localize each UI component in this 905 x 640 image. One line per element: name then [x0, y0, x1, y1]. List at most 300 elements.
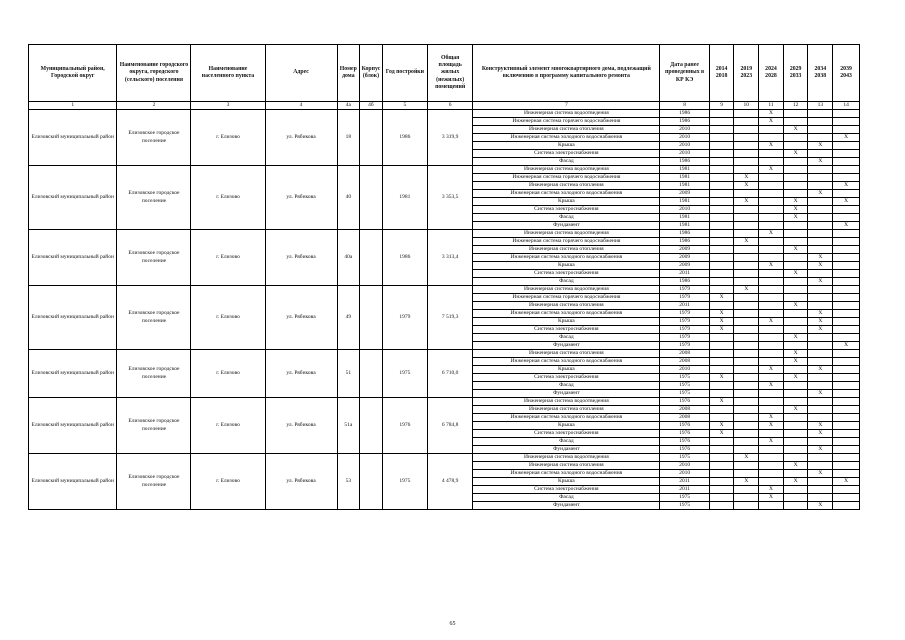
period-2039-2043-mark [833, 230, 860, 238]
header-period-2029-2033: 2029 2033 [783, 45, 808, 102]
period-2034-2038-mark [808, 382, 833, 390]
header-area: Общая площадь жилых (нежилых) помещений [428, 45, 473, 102]
prior-repair-date-cell: 2008 [660, 406, 709, 414]
period-2029-2033-mark [783, 310, 808, 318]
period-2029-2033-mark: X [783, 150, 808, 158]
prior-repair-date-cell: 2010 [660, 366, 709, 374]
period-2039-2043-mark [833, 150, 860, 158]
prior-repair-date-cell: 2009 [660, 190, 709, 198]
period-2019-2023-mark [734, 166, 759, 174]
period-2024-2028-mark [759, 222, 784, 230]
period-2024-2028-mark: X [759, 262, 784, 270]
period-2024-2028-mark [759, 238, 784, 246]
header-period-2019-2023: 2019 2023 [734, 45, 759, 102]
year-built-cell: 1976 [382, 398, 427, 454]
period-2014-2018-mark: X [709, 374, 734, 382]
prior-repair-date-cell: 1979 [660, 342, 709, 350]
element-cell: Крыша [473, 198, 660, 206]
period-2024-2028-mark: X [759, 118, 784, 126]
period-2024-2028-mark: X [759, 366, 784, 374]
settlement-cell: Елизовское городское поселение [117, 454, 191, 510]
period-2014-2018-mark [709, 414, 734, 422]
period-2029-2033-mark [783, 390, 808, 398]
period-2029-2033-mark: X [783, 350, 808, 358]
element-cell: Крыша [473, 262, 660, 270]
period-2029-2033-mark: X [783, 126, 808, 134]
period-2034-2038-mark [808, 374, 833, 382]
period-2014-2018-mark [709, 118, 734, 126]
period-2034-2038-mark: X [808, 502, 833, 510]
period-2034-2038-mark: X [808, 326, 833, 334]
period-2029-2033-mark [783, 414, 808, 422]
table-row [29, 166, 860, 174]
period-2024-2028-mark [759, 326, 784, 334]
district-cell: Елизовский муниципальный район [29, 230, 117, 286]
period-2014-2018-mark [709, 158, 734, 166]
element-cell: Инженерная система водоотведения [473, 110, 660, 118]
prior-repair-date-cell: 1986 [660, 230, 709, 238]
area-cell: 3 319,9 [428, 110, 473, 166]
prior-repair-date-cell: 1979 [660, 294, 709, 302]
period-2034-2038-mark: X [808, 422, 833, 430]
header-period-2014-2018: 2014 2018 [709, 45, 734, 102]
period-2039-2043-mark: X [833, 342, 860, 350]
header-prior-repair-date: Дата ранее проведенных в КР КЭ [660, 45, 709, 102]
period-2039-2043-mark [833, 254, 860, 262]
element-cell: Система электроснабжения [473, 374, 660, 382]
area-cell: 3 313,4 [428, 230, 473, 286]
element-cell: Фасад [473, 382, 660, 390]
district-cell: Елизовский муниципальный район [29, 286, 117, 350]
period-2034-2038-mark: X [808, 430, 833, 438]
prior-repair-date-cell: 1976 [660, 398, 709, 406]
period-2034-2038-mark: X [808, 310, 833, 318]
period-2019-2023-mark [734, 310, 759, 318]
period-2034-2038-mark: X [808, 390, 833, 398]
period-2034-2038-mark [808, 454, 833, 462]
period-2019-2023-mark [734, 502, 759, 510]
period-2034-2038-mark: X [808, 190, 833, 198]
element-cell: Инженерная система холодного водоснабжения [473, 310, 660, 318]
capital-repair-table [28, 44, 860, 510]
period-2039-2043-mark [833, 262, 860, 270]
period-2014-2018-mark [709, 270, 734, 278]
prior-repair-date-cell: 1975 [660, 454, 709, 462]
period-2019-2023-mark [734, 150, 759, 158]
prior-repair-date-cell: 2010 [660, 206, 709, 214]
period-2029-2033-mark [783, 286, 808, 294]
period-2034-2038-mark: X [808, 262, 833, 270]
period-2034-2038-mark: X [808, 254, 833, 262]
period-2029-2033-mark [783, 110, 808, 118]
period-2019-2023-mark [734, 142, 759, 150]
prior-repair-date-cell: 2010 [660, 150, 709, 158]
element-cell: Инженерная система отопления [473, 182, 660, 190]
period-2019-2023-mark: X [734, 174, 759, 182]
period-2039-2043-mark [833, 310, 860, 318]
period-2019-2023-mark [734, 494, 759, 502]
period-2019-2023-mark [734, 318, 759, 326]
period-2014-2018-mark [709, 494, 734, 502]
prior-repair-date-cell: 1976 [660, 446, 709, 454]
period-2019-2023-mark [734, 350, 759, 358]
house-number-cell: 51а [337, 398, 360, 454]
period-2014-2018-mark [709, 350, 734, 358]
period-2019-2023-mark: X [734, 478, 759, 486]
column-number: 13 [808, 102, 833, 110]
period-2024-2028-mark [759, 390, 784, 398]
prior-repair-date-cell: 1981 [660, 182, 709, 190]
district-cell: Елизовский муниципальный район [29, 454, 117, 510]
period-2014-2018-mark [709, 150, 734, 158]
locality-cell: г. Елизово [191, 166, 265, 230]
period-2014-2018-mark [709, 254, 734, 262]
period-2034-2038-mark [808, 302, 833, 310]
period-2019-2023-mark [734, 222, 759, 230]
settlement-cell: Елизовское городское поселение [117, 110, 191, 166]
prior-repair-date-cell: 2011 [660, 270, 709, 278]
period-2039-2043-mark [833, 414, 860, 422]
column-number: 4б [360, 102, 383, 110]
period-2034-2038-mark [808, 246, 833, 254]
period-2024-2028-mark [759, 430, 784, 438]
column-number: 7 [473, 102, 660, 110]
period-2034-2038-mark [808, 486, 833, 494]
district-cell: Елизовский муниципальный район [29, 398, 117, 454]
period-2014-2018-mark: X [709, 326, 734, 334]
period-2029-2033-mark: X [783, 462, 808, 470]
period-2024-2028-mark [759, 470, 784, 478]
period-2019-2023-mark [734, 470, 759, 478]
period-2019-2023-mark [734, 158, 759, 166]
period-2019-2023-mark [734, 230, 759, 238]
period-2019-2023-mark [734, 302, 759, 310]
table-row [29, 350, 860, 358]
address-cell: ул. Рябикова [265, 398, 337, 454]
period-2019-2023-mark [734, 134, 759, 142]
period-2039-2043-mark [833, 118, 860, 126]
prior-repair-date-cell: 2011 [660, 478, 709, 486]
period-2019-2023-mark [734, 342, 759, 350]
period-2014-2018-mark: X [709, 430, 734, 438]
header-year-built: Год постройки [382, 45, 427, 102]
prior-repair-date-cell: 2008 [660, 414, 709, 422]
period-2014-2018-mark [709, 382, 734, 390]
element-cell: Инженерная система отопления [473, 350, 660, 358]
prior-repair-date-cell: 1981 [660, 174, 709, 182]
prior-repair-date-cell: 2010 [660, 134, 709, 142]
prior-repair-date-cell: 2010 [660, 142, 709, 150]
period-2024-2028-mark [759, 350, 784, 358]
period-2029-2033-mark: X [783, 478, 808, 486]
period-2019-2023-mark [734, 294, 759, 302]
district-cell: Елизовский муниципальный район [29, 350, 117, 398]
period-2039-2043-mark [833, 366, 860, 374]
settlement-cell: Елизовское городское поселение [117, 166, 191, 230]
table-row [29, 286, 860, 294]
period-2024-2028-mark [759, 462, 784, 470]
period-2034-2038-mark [808, 398, 833, 406]
period-2024-2028-mark: X [759, 414, 784, 422]
period-2014-2018-mark [709, 134, 734, 142]
period-2014-2018-mark [709, 302, 734, 310]
period-2024-2028-mark: X [759, 230, 784, 238]
period-2034-2038-mark [808, 358, 833, 366]
period-2034-2038-mark: X [808, 142, 833, 150]
prior-repair-date-cell: 2010 [660, 462, 709, 470]
period-2039-2043-mark: X [833, 182, 860, 190]
period-2029-2033-mark [783, 318, 808, 326]
element-cell: Инженерная система водоотведения [473, 454, 660, 462]
element-cell: Инженерная система горячего водоснабжения [473, 174, 660, 182]
element-cell: Инженерная система отопления [473, 462, 660, 470]
column-number: 1 [29, 102, 117, 110]
period-2024-2028-mark [759, 454, 784, 462]
period-2034-2038-mark: X [808, 158, 833, 166]
block-cell [360, 230, 383, 286]
column-number: 6 [428, 102, 473, 110]
period-2019-2023-mark [734, 110, 759, 118]
period-2039-2043-mark [833, 350, 860, 358]
period-2034-2038-mark [808, 478, 833, 486]
prior-repair-date-cell: 1979 [660, 326, 709, 334]
table-body [29, 102, 860, 510]
period-2014-2018-mark [709, 246, 734, 254]
element-cell: Инженерная система холодного водоснабжения [473, 358, 660, 366]
period-2019-2023-mark: X [734, 182, 759, 190]
period-2014-2018-mark: X [709, 422, 734, 430]
period-2029-2033-mark [783, 174, 808, 182]
period-2034-2038-mark [808, 222, 833, 230]
address-cell: ул. Рябикова [265, 286, 337, 350]
locality-cell: г. Елизово [191, 230, 265, 286]
period-2019-2023-mark [734, 486, 759, 494]
period-2019-2023-mark [734, 126, 759, 134]
period-2024-2028-mark: X [759, 486, 784, 494]
period-2014-2018-mark [709, 334, 734, 342]
period-2039-2043-mark [833, 326, 860, 334]
period-2039-2043-mark [833, 470, 860, 478]
prior-repair-date-cell: 2008 [660, 358, 709, 366]
settlement-cell: Елизовское городское поселение [117, 350, 191, 398]
period-2019-2023-mark: X [734, 198, 759, 206]
period-2029-2033-mark [783, 222, 808, 230]
period-2014-2018-mark [709, 238, 734, 246]
period-2039-2043-mark [833, 358, 860, 366]
column-number-row [29, 102, 860, 110]
element-cell: Фундамент [473, 342, 660, 350]
period-2029-2033-mark [783, 166, 808, 174]
header-element: Конструктивный элемент многоквартирного дома, подлежащий включению в программу капитального ремонта [473, 45, 660, 102]
period-2014-2018-mark [709, 342, 734, 350]
area-cell: 6 784,8 [428, 398, 473, 454]
period-2014-2018-mark [709, 470, 734, 478]
period-2019-2023-mark [734, 262, 759, 270]
period-2024-2028-mark [759, 206, 784, 214]
element-cell: Система электроснабжения [473, 206, 660, 214]
period-2039-2043-mark [833, 406, 860, 414]
period-2034-2038-mark [808, 214, 833, 222]
period-2034-2038-mark [808, 182, 833, 190]
prior-repair-date-cell: 1979 [660, 318, 709, 326]
district-cell: Елизовский муниципальный район [29, 110, 117, 166]
period-2019-2023-mark [734, 214, 759, 222]
address-cell: ул. Рябикова [265, 230, 337, 286]
area-cell: 4 478,9 [428, 454, 473, 510]
period-2029-2033-mark [783, 326, 808, 334]
prior-repair-date-cell: 1986 [660, 118, 709, 126]
period-2024-2028-mark: X [759, 494, 784, 502]
table-row [29, 110, 860, 118]
period-2029-2033-mark: X [783, 214, 808, 222]
prior-repair-date-cell: 1976 [660, 430, 709, 438]
period-2039-2043-mark [833, 430, 860, 438]
period-2034-2038-mark [808, 150, 833, 158]
period-2019-2023-mark [734, 246, 759, 254]
column-number: 9 [709, 102, 734, 110]
period-2029-2033-mark: X [783, 198, 808, 206]
period-2039-2043-mark [833, 462, 860, 470]
period-2024-2028-mark [759, 150, 784, 158]
header-address: Адрес [265, 45, 337, 102]
period-2029-2033-mark [783, 294, 808, 302]
table-row [29, 398, 860, 406]
element-cell: Крыша [473, 142, 660, 150]
year-built-cell: 1975 [382, 350, 427, 398]
period-2024-2028-mark: X [759, 166, 784, 174]
period-2029-2033-mark [783, 134, 808, 142]
period-2039-2043-mark [833, 278, 860, 286]
column-number: 14 [833, 102, 860, 110]
period-2039-2043-mark [833, 318, 860, 326]
period-2014-2018-mark [709, 438, 734, 446]
period-2034-2038-mark [808, 438, 833, 446]
period-2039-2043-mark [833, 110, 860, 118]
element-cell: Инженерная система холодного водоснабжения [473, 190, 660, 198]
period-2029-2033-mark: X [783, 334, 808, 342]
period-2039-2043-mark: X [833, 134, 860, 142]
period-2014-2018-mark [709, 126, 734, 134]
period-2039-2043-mark [833, 486, 860, 494]
period-2034-2038-mark: X [808, 446, 833, 454]
period-2019-2023-mark [734, 334, 759, 342]
element-cell: Инженерная система отопления [473, 406, 660, 414]
header-locality: Наименование населенного пункта [191, 45, 265, 102]
prior-repair-date-cell: 1975 [660, 382, 709, 390]
period-2024-2028-mark [759, 246, 784, 254]
period-2029-2033-mark [783, 470, 808, 478]
period-2019-2023-mark [734, 438, 759, 446]
period-2029-2033-mark [783, 254, 808, 262]
element-cell: Инженерная система горячего водоснабжения [473, 294, 660, 302]
period-2034-2038-mark: X [808, 470, 833, 478]
locality-cell: г. Елизово [191, 454, 265, 510]
period-2014-2018-mark [709, 278, 734, 286]
element-cell: Фасад [473, 278, 660, 286]
prior-repair-date-cell: 2009 [660, 254, 709, 262]
block-cell [360, 110, 383, 166]
period-2039-2043-mark: X [833, 222, 860, 230]
period-2039-2043-mark [833, 270, 860, 278]
period-2029-2033-mark: X [783, 302, 808, 310]
prior-repair-date-cell: 2010 [660, 126, 709, 134]
prior-repair-date-cell: 1975 [660, 374, 709, 382]
period-2029-2033-mark [783, 422, 808, 430]
period-2034-2038-mark: X [808, 366, 833, 374]
period-2029-2033-mark [783, 262, 808, 270]
period-2024-2028-mark [759, 302, 784, 310]
period-2019-2023-mark [734, 406, 759, 414]
period-2039-2043-mark [833, 302, 860, 310]
period-2024-2028-mark [759, 254, 784, 262]
period-2029-2033-mark [783, 118, 808, 126]
element-cell: Фундамент [473, 222, 660, 230]
period-2039-2043-mark [833, 382, 860, 390]
period-2029-2033-mark [783, 190, 808, 198]
prior-repair-date-cell: 1976 [660, 422, 709, 430]
block-cell [360, 398, 383, 454]
house-number-cell: 53 [337, 454, 360, 510]
period-2034-2038-mark [808, 238, 833, 246]
house-number-cell: 40 [337, 166, 360, 230]
period-2014-2018-mark [709, 406, 734, 414]
element-cell: Система электроснабжения [473, 270, 660, 278]
period-2029-2033-mark [783, 446, 808, 454]
period-2024-2028-mark [759, 182, 784, 190]
period-2039-2043-mark [833, 238, 860, 246]
address-cell: ул. Рябикова [265, 454, 337, 510]
prior-repair-date-cell: 1981 [660, 198, 709, 206]
element-cell: Инженерная система холодного водоснабжения [473, 470, 660, 478]
period-2034-2038-mark [808, 350, 833, 358]
header-period-2024-2028: 2024 2028 [759, 45, 784, 102]
period-2034-2038-mark [808, 294, 833, 302]
period-2014-2018-mark [709, 206, 734, 214]
element-cell: Фасад [473, 438, 660, 446]
period-2039-2043-mark [833, 390, 860, 398]
period-2034-2038-mark [808, 342, 833, 350]
locality-cell: г. Елизово [191, 398, 265, 454]
element-cell: Инженерная система отопления [473, 126, 660, 134]
prior-repair-date-cell: 2011 [660, 302, 709, 310]
area-cell: 3 353,5 [428, 166, 473, 230]
period-2029-2033-mark [783, 366, 808, 374]
period-2029-2033-mark: X [783, 374, 808, 382]
period-2034-2038-mark: X [808, 278, 833, 286]
column-number: 5 [382, 102, 427, 110]
period-2034-2038-mark [808, 494, 833, 502]
header-district: Муниципальный район, Городской округ [29, 45, 117, 102]
period-2029-2033-mark [783, 342, 808, 350]
period-2029-2033-mark [783, 382, 808, 390]
element-cell: Инженерная система горячего водоснабжения [473, 238, 660, 246]
house-number-cell: 51 [337, 350, 360, 398]
period-2024-2028-mark: X [759, 110, 784, 118]
period-2034-2038-mark [808, 110, 833, 118]
period-2014-2018-mark [709, 230, 734, 238]
prior-repair-date-cell: 2009 [660, 262, 709, 270]
house-number-cell: 49 [337, 286, 360, 350]
period-2029-2033-mark: X [783, 406, 808, 414]
period-2014-2018-mark [709, 462, 734, 470]
column-number: 12 [783, 102, 808, 110]
period-2029-2033-mark: X [783, 206, 808, 214]
period-2034-2038-mark [808, 406, 833, 414]
prior-repair-date-cell: 1986 [660, 238, 709, 246]
year-built-cell: 1979 [382, 286, 427, 350]
element-cell: Фундамент [473, 502, 660, 510]
period-2019-2023-mark: X [734, 238, 759, 246]
